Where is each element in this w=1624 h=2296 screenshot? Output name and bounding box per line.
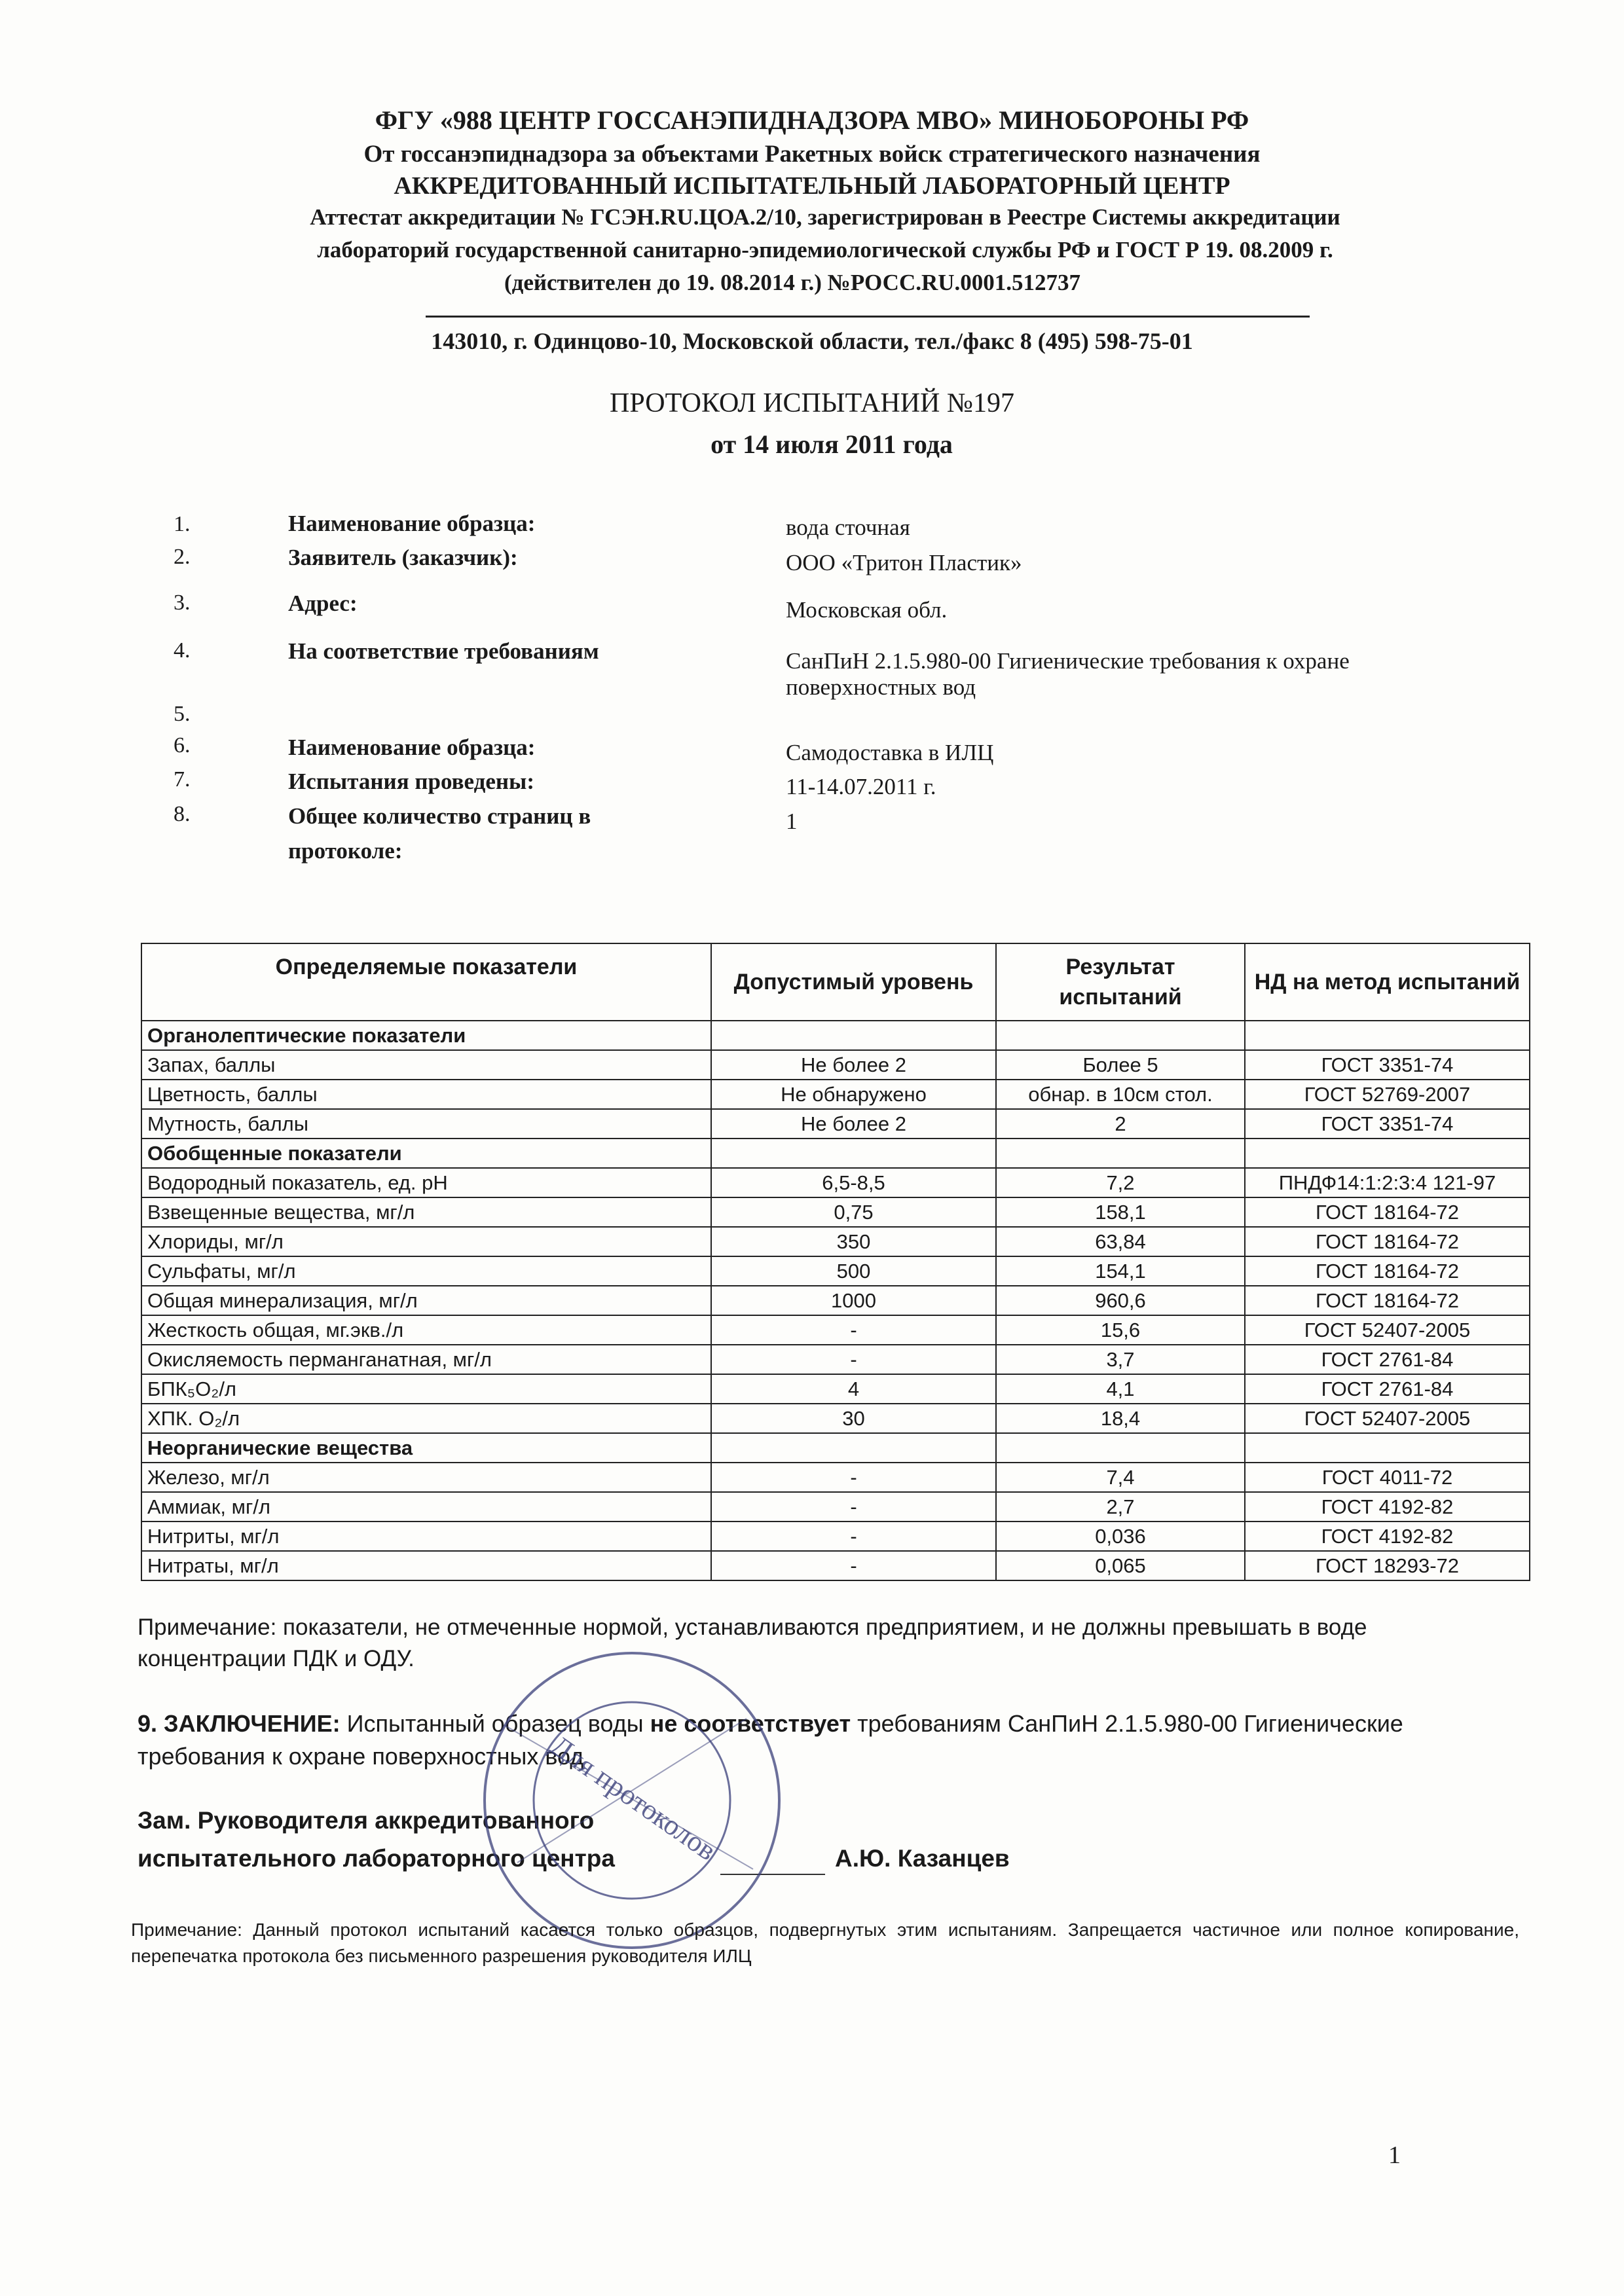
table-row xyxy=(141,1404,1530,1433)
test-result: 960,6 xyxy=(996,1286,1245,1315)
column-header: НД на метод испытаний xyxy=(1245,943,1530,1021)
method-standard: ГОСТ 4192-82 xyxy=(1245,1492,1530,1522)
allowed-level: 4 xyxy=(711,1374,996,1404)
signatory-name: А.Ю. Казанцев xyxy=(835,1845,1010,1872)
accreditation-validity: (действителен до 19. 08.2014 г.) №РОСС.RU.0001.512737 xyxy=(504,270,1081,295)
empty-cell xyxy=(711,1433,996,1463)
empty-cell xyxy=(711,1139,996,1168)
allowed-level: - xyxy=(711,1522,996,1551)
page-number: 1 xyxy=(1388,2141,1401,2169)
signatory-title-2: испытательного лабораторного центра xyxy=(138,1845,615,1872)
method-standard: ГОСТ 2761-84 xyxy=(1245,1374,1530,1404)
section-title: Неорганические вещества xyxy=(141,1433,711,1463)
empty-cell xyxy=(996,1021,1245,1050)
allowed-level: Не обнаружено xyxy=(711,1080,996,1109)
method-standard: ГОСТ 2761-84 xyxy=(1245,1345,1530,1374)
info-value: ООО «Тритон Пластик» xyxy=(786,550,1022,575)
method-standard: ГОСТ 52407-2005 xyxy=(1245,1315,1530,1345)
info-value-cont: поверхностных вод xyxy=(786,674,976,700)
indicator-name: Нитриты, мг/л xyxy=(141,1522,711,1551)
allowed-level: - xyxy=(711,1551,996,1580)
info-value: СанПиН 2.1.5.980-00 Гигиенические требования к охране xyxy=(786,648,1350,674)
info-label: Испытания проведены: xyxy=(288,769,535,794)
test-result: 15,6 xyxy=(996,1315,1245,1345)
allowed-level: - xyxy=(711,1463,996,1492)
legal-footnote: Примечание: Данный протокол испытаний касается только образцов, подвергнутых этим испытаниям. Запрещается частичное или полное копирование, перепечатка протокола без письменного разрешения руководителя ИЛЦ xyxy=(131,1920,1519,1966)
indicator-name: Аммиак, мг/л xyxy=(141,1492,711,1522)
indicator-name: Жесткость общая, мг.экв./л xyxy=(141,1315,711,1345)
method-standard: ГОСТ 4192-82 xyxy=(1245,1522,1530,1551)
info-num: 7. xyxy=(174,767,191,792)
allowed-level: 500 xyxy=(711,1256,996,1286)
info-num: 8. xyxy=(174,802,191,826)
test-result: 7,4 xyxy=(996,1463,1245,1492)
test-result: 7,2 xyxy=(996,1168,1245,1197)
empty-cell xyxy=(1245,1021,1530,1050)
table-row xyxy=(141,1109,1530,1139)
stamp-center-text: Для протоколов xyxy=(545,1729,722,1867)
info-label: На соответствие требованиям xyxy=(288,638,599,664)
table-row xyxy=(141,1315,1530,1345)
results-table xyxy=(141,943,1530,1581)
allowed-level: 350 xyxy=(711,1227,996,1256)
info-label: Адрес: xyxy=(288,591,358,616)
table-row xyxy=(141,1374,1530,1404)
indicator-name: Железо, мг/л xyxy=(141,1463,711,1492)
allowed-level: 0,75 xyxy=(711,1197,996,1227)
protocol-title: ПРОТОКОЛ ИСПЫТАНИЙ №197 xyxy=(610,388,1014,418)
table-row xyxy=(141,1168,1530,1197)
info-num: 6. xyxy=(174,733,191,757)
info-label: Общее количество страниц в xyxy=(288,803,591,829)
info-value: 11-14.07.2011 г. xyxy=(786,774,936,799)
method-standard: ГОСТ 18293-72 xyxy=(1245,1551,1530,1580)
indicator-name: Сульфаты, мг/л xyxy=(141,1256,711,1286)
allowed-level: 6,5-8,5 xyxy=(711,1168,996,1197)
table-header-row xyxy=(141,943,1530,1021)
conclusion-text: Испытанный образец воды xyxy=(346,1710,644,1737)
column-header: Допустимый уровень xyxy=(711,943,996,1021)
accreditation-line-2: лабораторий государственной санитарно-эпидемиологической службы РФ и ГОСТ Р 19. 08.2009 г. xyxy=(317,237,1333,263)
org-name: ФГУ «988 ЦЕНТР ГОССАНЭПИДНАДЗОРА МВО» МИНОБОРОНЫ РФ xyxy=(375,105,1249,135)
test-result: Более 5 xyxy=(996,1050,1245,1080)
info-label: Наименование образца: xyxy=(288,735,536,760)
allowed-level: 30 xyxy=(711,1404,996,1433)
test-result: 2,7 xyxy=(996,1492,1245,1522)
table-row xyxy=(141,1227,1530,1256)
conclusion xyxy=(138,1707,1513,1773)
indicator-name: Запах, баллы xyxy=(141,1050,711,1080)
info-value: Самодоставка в ИЛЦ xyxy=(786,740,994,765)
section-header-row xyxy=(141,1021,1530,1050)
conclusion-text-2: требованиям СанПиН 2.1.5.980-00 Гигиенические требования к охране поверхностных вод xyxy=(138,1710,1403,1770)
official-stamp-icon xyxy=(478,1647,786,1954)
info-value: Московская обл. xyxy=(786,597,948,623)
test-result: 154,1 xyxy=(996,1256,1245,1286)
method-standard: ГОСТ 3351-74 xyxy=(1245,1109,1530,1139)
table-row xyxy=(141,1286,1530,1315)
method-standard: ГОСТ 52407-2005 xyxy=(1245,1404,1530,1433)
method-standard: ГОСТ 18164-72 xyxy=(1245,1227,1530,1256)
conclusion-label: 9. ЗАКЛЮЧЕНИЕ: xyxy=(138,1710,341,1737)
indicator-name: Цветность, баллы xyxy=(141,1080,711,1109)
test-result: 2 xyxy=(996,1109,1245,1139)
method-standard: ГОСТ 52769-2007 xyxy=(1245,1080,1530,1109)
table-row xyxy=(141,1256,1530,1286)
empty-cell xyxy=(996,1433,1245,1463)
indicator-name: БПК₅O₂/л xyxy=(141,1374,711,1404)
indicator-name: Мутность, баллы xyxy=(141,1109,711,1139)
allowed-level: - xyxy=(711,1345,996,1374)
table-row xyxy=(141,1197,1530,1227)
empty-cell xyxy=(1245,1433,1530,1463)
protocol-date: от 14 июля 2011 года xyxy=(710,429,953,459)
info-num: 4. xyxy=(174,638,191,663)
table-row xyxy=(141,1522,1530,1551)
method-standard: ГОСТ 18164-72 xyxy=(1245,1286,1530,1315)
allowed-level: Не более 2 xyxy=(711,1050,996,1080)
info-num: 3. xyxy=(174,591,191,615)
test-result: 4,1 xyxy=(996,1374,1245,1404)
empty-cell xyxy=(711,1021,996,1050)
allowed-level: - xyxy=(711,1315,996,1345)
table-body xyxy=(141,1021,1530,1580)
table-row xyxy=(141,1463,1530,1492)
lab-address: 143010, г. Одинцово-10, Московской области, тел./факс 8 (495) 598-75-01 xyxy=(431,328,1193,354)
indicator-name: Общая минерализация, мг/л xyxy=(141,1286,711,1315)
section-title: Органолептические показатели xyxy=(141,1021,711,1050)
indicator-name: Хлориды, мг/л xyxy=(141,1227,711,1256)
test-result: обнар. в 10см стол. xyxy=(996,1080,1245,1109)
test-result: 0,065 xyxy=(996,1551,1245,1580)
test-result: 158,1 xyxy=(996,1197,1245,1227)
allowed-level: - xyxy=(711,1492,996,1522)
column-header: Определяемые показатели xyxy=(141,943,711,1021)
indicator-name: Окисляемость перманганатная, мг/л xyxy=(141,1345,711,1374)
column-header: Результат испытаний xyxy=(996,943,1245,1021)
method-standard: ПНДФ14:1:2:3:4 121-97 xyxy=(1245,1168,1530,1197)
section-header-row xyxy=(141,1433,1530,1463)
info-num: 2. xyxy=(174,545,191,569)
info-value: вода сточная xyxy=(786,515,910,540)
test-result: 63,84 xyxy=(996,1227,1245,1256)
indicator-name: Нитраты, мг/л xyxy=(141,1551,711,1580)
method-standard: ГОСТ 3351-74 xyxy=(1245,1050,1530,1080)
info-value: 1 xyxy=(786,809,798,834)
conclusion-verdict: не соответствует xyxy=(650,1710,851,1737)
header-divider xyxy=(426,316,1310,318)
table-note: Примечание: показатели, не отмеченные нормой, устанавливаются предприятием, и не должны превышать в воде концентрации ПДК и ОДУ. xyxy=(138,1614,1367,1671)
test-result: 18,4 xyxy=(996,1404,1245,1433)
test-result: 3,7 xyxy=(996,1345,1245,1374)
lab-name: АККРЕДИТОВАННЫЙ ИСПЫТАТЕЛЬНЫЙ ЛАБОРАТОРНЫЙ ЦЕНТР xyxy=(394,172,1230,200)
signatory-title: Зам. Руководителя аккредитованного xyxy=(138,1807,595,1834)
empty-cell xyxy=(996,1139,1245,1168)
allowed-level: 1000 xyxy=(711,1286,996,1315)
table-row xyxy=(141,1551,1530,1580)
indicator-name: ХПК. O₂/л xyxy=(141,1404,711,1433)
org-subtitle: От госсанэпиднадзора за объектами Ракетных войск стратегического назначения xyxy=(363,141,1261,168)
table-row xyxy=(141,1345,1530,1374)
accreditation-line: Аттестат аккредитации № ГСЭН.RU.ЦОА.2/10, зарегистрирован в Реестре Системы аккредитации xyxy=(310,204,1340,230)
allowed-level: Не более 2 xyxy=(711,1109,996,1139)
indicator-name: Водородный показатель, ед. pH xyxy=(141,1168,711,1197)
method-standard: ГОСТ 18164-72 xyxy=(1245,1197,1530,1227)
test-result: 0,036 xyxy=(996,1522,1245,1551)
indicator-name: Взвещенные вещества, мг/л xyxy=(141,1197,711,1227)
table-row xyxy=(141,1080,1530,1109)
table-row xyxy=(141,1050,1530,1080)
method-standard: ГОСТ 4011-72 xyxy=(1245,1463,1530,1492)
table-row xyxy=(141,1492,1530,1522)
method-standard: ГОСТ 18164-72 xyxy=(1245,1256,1530,1286)
section-title: Обобщенные показатели xyxy=(141,1139,711,1168)
info-num: 1. xyxy=(174,512,191,536)
info-label-cont: протоколе: xyxy=(288,838,403,864)
info-label: Наименование образца: xyxy=(288,511,536,536)
section-header-row xyxy=(141,1139,1530,1168)
empty-cell xyxy=(1245,1139,1530,1168)
info-label: Заявитель (заказчик): xyxy=(288,545,518,570)
info-num: 5. xyxy=(174,702,191,726)
